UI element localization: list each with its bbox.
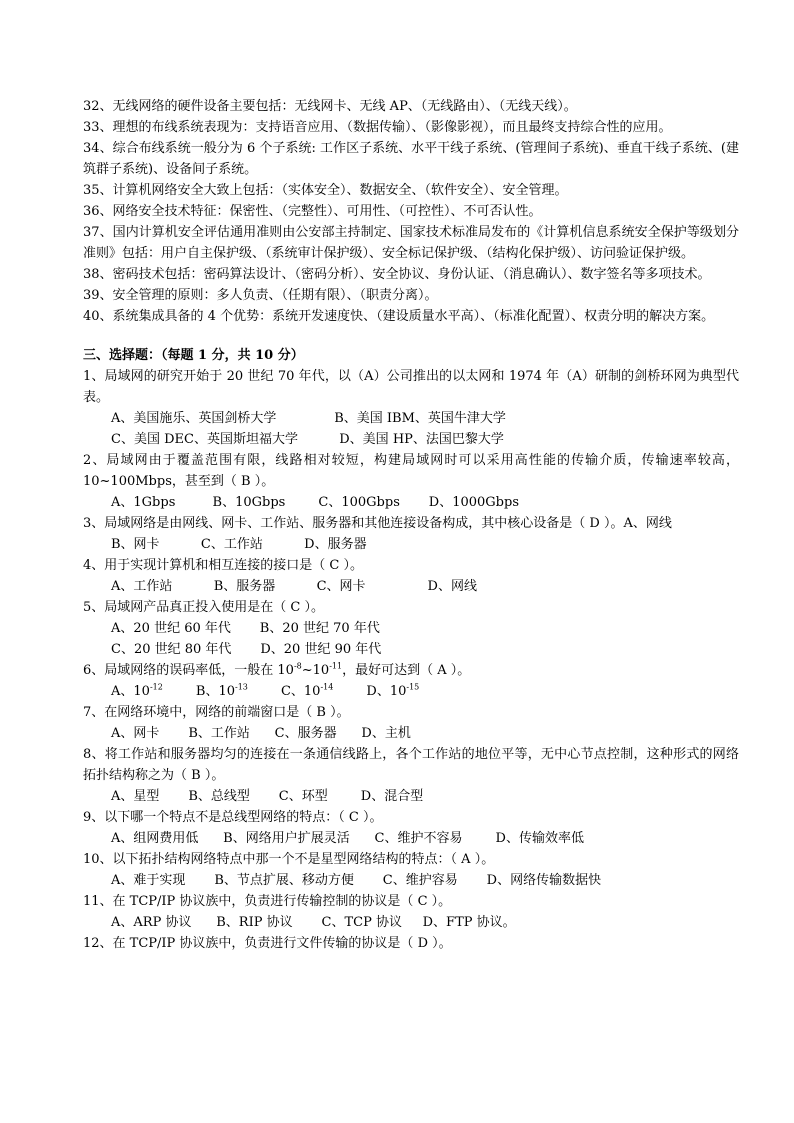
- fill-item-37: 37、国内计算机安全评估通用准则由公安部主持制定、国家技术标准局发布的《计算机信息系统安全保护等级划分准则》包括：用户自主保护级、（系统审计保护级）、安全标记保护级、（结构化保护级）、访问验证保护级。: [83, 225, 739, 261]
- question-6-option-c: C、10: [280, 684, 321, 699]
- fill-item-39: 39、安全管理的原则：多人负责、（任期有限）、（职责分离）。: [83, 288, 438, 303]
- fill-item-33: 33、理想的布线系统表现为：支持语音应用、（数据传输）、（影像影视），而且最终支持综合性的应用。: [83, 120, 672, 135]
- fill-item-35: 35、计算机网络安全大致上包括：（实体安全）、数据安全、（软件安全）、安全管理。: [83, 183, 568, 198]
- question-9-options: A、组网费用低 B、网络用户扩展灵活 C、维护不容易 D、传输效率低: [111, 831, 584, 846]
- question-11: 11、在 TCP/IP 协议族中，负责进行传输控制的协议是（ C ）。: [83, 894, 452, 909]
- question-6-option-a: A、10: [111, 684, 150, 699]
- question-5-options-row-1: A、20 世纪 60 年代 B、20 世纪 70 年代: [111, 621, 380, 636]
- question-4: 4、用于实现计算机和相互连接的接口是（ C ）。: [83, 558, 363, 573]
- fill-item-38: 38、密码技术包括：密码算法设计、（密码分析）、安全协议、身份认证、（消息确认）、数字签名等多项技术。: [83, 267, 711, 282]
- question-6-option-d-exponent: -15: [406, 682, 420, 692]
- question-1-options-row-1: A、美国施乐、英国剑桥大学 B、美国 IBM、英国牛津大学: [111, 411, 506, 426]
- question-6-option-a-exponent: -12: [149, 682, 163, 692]
- question-12: 12、在 TCP/IP 协议族中，负责进行文件传输的协议是（ D ）。: [83, 936, 452, 951]
- question-5-options-row-2: C、20 世纪 80 年代 D、20 世纪 90 年代: [111, 642, 382, 657]
- question-10: 10、以下拓扑结构网络特点中那一个不是星型网络结构的特点：（ A ）。: [83, 852, 495, 867]
- question-6-option-b-exponent: -13: [235, 682, 248, 692]
- document-body: [83, 96, 739, 954]
- question-8-options: A、星型 B、总线型 C、环型 D、混合型: [111, 789, 424, 804]
- question-8: 8、将工作站和服务器均匀的连接在一条通信线路上，各个工作站的地位平等，无中心节点控制，这种形式的网络拓扑结构称之为（ B ）。: [83, 747, 739, 783]
- question-2-options: A、1Gbps B、10Gbps C、100Gbps D、1000Gbps: [111, 495, 519, 510]
- question-6-text-pre: 6、局域网络的误码率低，一般在 10: [83, 663, 294, 678]
- question-11-options: A、ARP 协议 B、RIP 协议 C、TCP 协议 D、FTP 协议。: [111, 915, 516, 930]
- question-6-options: [83, 681, 739, 702]
- question-6-option-d: D、10: [366, 684, 407, 699]
- question-2: 2、局域网由于覆盖范围有限，线路相对较短，构建局域网时可以采用高性能的传输介质，传输速率较高，10~100Mbps，甚至到（ B ）。: [83, 453, 739, 489]
- section-title-multiple-choice: 三、选择题：（每题 1 分，共 10 分）: [83, 348, 304, 363]
- question-6-exponent-2: -11: [329, 661, 343, 671]
- fill-item-32: 32、无线网络的硬件设备主要包括：无线网卡、无线 AP、（无线路由）、（无线天线）。: [83, 99, 577, 114]
- question-5: 5、局域网产品真正投入使用是在（ C ）。: [83, 600, 324, 615]
- question-6-option-c-exponent: -14: [320, 682, 334, 692]
- question-9: 9、以下哪一个特点不是总线型网络的特点：（ C ）。: [83, 810, 383, 825]
- question-3: 3、局域网络是由网线、网卡、工作站、服务器和其他连接设备构成，其中核心设备是（ D ）。A、网线: [83, 516, 672, 531]
- question-1: 1、局域网的研究开始于 20 世纪 70 年代，以（A）公司推出的以太网和 1974 年（A）研制的剑桥环网为典型代表。: [83, 369, 739, 405]
- question-1-options-row-2: C、美国 DEC、英国斯坦福大学 D、美国 HP、法国巴黎大学: [111, 432, 504, 447]
- question-6: [83, 660, 739, 681]
- question-7: 7、在网络环境中，网络的前端窗口是（ B ）。: [83, 705, 350, 720]
- question-3-options: B、网卡 C、工作站 D、服务器: [111, 537, 367, 552]
- fill-item-36: 36、网络安全技术特征：保密性、（完整性）、可用性、（可控性）、不可否认性。: [83, 204, 542, 219]
- question-6-exponent-1: -8: [293, 661, 302, 671]
- question-6-text-mid: ~10: [301, 663, 330, 678]
- question-6-text-post: ，最好可达到（ A ）。: [342, 663, 471, 678]
- question-10-options: A、难于实现 B、节点扩展、移动方便 C、维护容易 D、网络传输数据快: [111, 873, 602, 888]
- question-7-options: A、网卡 B、工作站 C、服务器 D、主机: [111, 726, 411, 741]
- fill-item-34: 34、综合布线系统一般分为 6 个子系统: 工作区子系统、水平干线子系统、(管理间子系统)、垂直干线子系统、(建筑群子系统)、设备间子系统。: [83, 141, 739, 177]
- fill-item-40: 40、系统集成具备的 4 个优势：系统开发速度快、（建设质量水平高）、（标准化配置）、权责分明的解决方案。: [83, 309, 715, 324]
- question-4-options: A、工作站 B、服务器 C、网卡 D、网线: [111, 579, 477, 594]
- question-6-option-b: B、10: [195, 684, 235, 699]
